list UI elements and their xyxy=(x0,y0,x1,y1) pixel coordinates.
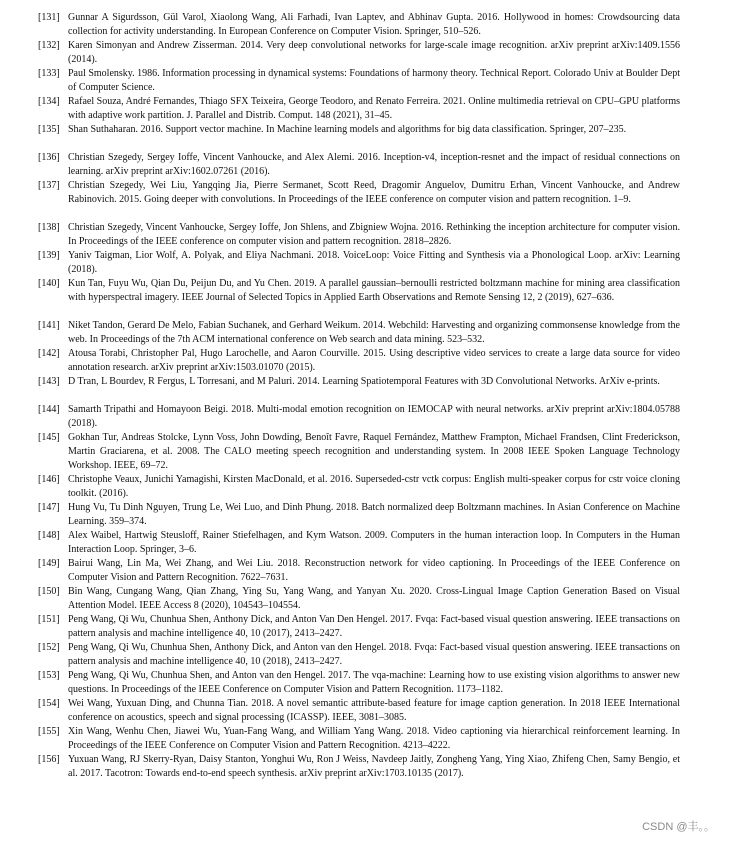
reference-text: Bin Wang, Cungang Wang, Qian Zhang, Ying Su, Yang Wang, and Yanyan Xu. 2020. Cross-Lingual Image Caption Generation Based on Visual Attention Model. IEEE Access 8 (2020), 104543–104554. xyxy=(68,586,680,611)
reference-entry xyxy=(38,95,680,123)
reference-entry xyxy=(38,557,680,585)
reference-number: [132] xyxy=(38,40,60,51)
reference-text: Christian Szegedy, Vincent Vanhoucke, Sergey Ioffe, Jon Shlens, and Zbigniew Wojna. 2016. Rethinking the inception architecture for computer vision. In Proceedings of the IEEE conference on computer vision and pattern recognition. 2818–2826. xyxy=(68,222,680,247)
reference-text: Peng Wang, Qi Wu, Chunhua Shen, Anthony Dick, and Anton Van Den Hengel. 2017. Fvqa: Fact-based visual question answering. IEEE transactions on pattern analysis and machine intelligence 40, 10 (2017), 2413–2427. xyxy=(68,614,680,639)
reference-text: Hung Vu, Tu Dinh Nguyen, Trung Le, Wei Luo, and Dinh Phung. 2018. Batch normalized deep Boltzmann machines. In Asian Conference on Machine Learning. 359–374. xyxy=(68,502,680,527)
reference-text: Samarth Tripathi and Homayoon Beigi. 2018. Multi-modal emotion recognition on IEMOCAP with neural networks. arXiv preprint arXiv:1804.05788 (2018). xyxy=(68,404,680,429)
reference-entry xyxy=(38,249,680,277)
reference-text: Peng Wang, Qi Wu, Chunhua Shen, Anthony Dick, and Anton van den Hengel. 2018. Fvqa: Fact-based visual question answering. IEEE transactions on pattern analysis and machine intelligence 40, 10 (2018), 2413–2427. xyxy=(68,642,680,667)
reference-number: [149] xyxy=(38,558,60,569)
reference-number: [156] xyxy=(38,754,60,765)
reference-text: Alex Waibel, Hartwig Steusloff, Rainer Stiefelhagen, and Kym Watson. 2009. Computers in the human interaction loop. In Computers in the Human Interaction Loop. Springer, 3–6. xyxy=(68,530,680,555)
reference-entry xyxy=(38,347,680,375)
reference-number: [155] xyxy=(38,726,60,737)
reference-text: Atousa Torabi, Christopher Pal, Hugo Larochelle, and Aaron Courville. 2015. Using descriptive video services to create a large data source for video annotation research. arXiv preprint arXiv:1503.01070 (2015). xyxy=(68,348,680,373)
reference-number: [148] xyxy=(38,530,60,541)
reference-number: [131] xyxy=(38,12,60,23)
reference-number: [133] xyxy=(38,68,60,79)
reference-entry xyxy=(38,39,680,67)
reference-entry xyxy=(38,529,680,557)
reference-entry xyxy=(38,277,680,319)
reference-text: Shan Suthaharan. 2016. Support vector machine. In Machine learning models and algorithms for big data classification. Springer, 207–235. xyxy=(68,124,627,135)
reference-entry xyxy=(38,179,680,221)
reference-text: Karen Simonyan and Andrew Zisserman. 2014. Very deep convolutional networks for large-scale image recognition. arXiv preprint arXiv:1409.1556 (2014). xyxy=(68,40,680,65)
reference-number: [141] xyxy=(38,320,60,331)
reference-text: Rafael Souza, André Fernandes, Thiago SFX Teixeira, George Teodoro, and Renato Ferreira. 2021. Online multimedia retrieval on CPU–GPU platforms with adaptive work partition. J. Parallel and Distrib. Comput. 148 (2021), 31–45. xyxy=(68,96,680,121)
reference-number: [152] xyxy=(38,642,60,653)
reference-number: [153] xyxy=(38,670,60,681)
watermark: CSDN @丰。。 xyxy=(642,821,715,833)
reference-number: [146] xyxy=(38,474,60,485)
reference-entry xyxy=(38,641,680,669)
reference-entry xyxy=(38,501,680,529)
reference-entry xyxy=(38,151,680,179)
reference-number: [139] xyxy=(38,250,60,261)
reference-text: Yaniv Taigman, Lior Wolf, A. Polyak, and Eliya Nachmani. 2018. VoiceLoop: Voice Fitting and Synthesis via a Phonological Loop. arXiv: Learning (2018). xyxy=(68,250,680,275)
reference-entry xyxy=(38,473,680,501)
reference-number: [147] xyxy=(38,502,60,513)
reference-list xyxy=(38,11,680,781)
reference-text: Peng Wang, Qi Wu, Chunhua Shen, and Anton van den Hengel. 2017. The vqa-machine: Learning how to use existing vision algorithms to answer new questions. In Proceedings of the IEEE Conference on Computer Vision and Pattern Recognition. 1173–1182. xyxy=(68,670,680,695)
reference-number: [154] xyxy=(38,698,60,709)
reference-text: Xin Wang, Wenhu Chen, Jiawei Wu, Yuan-Fang Wang, and William Yang Wang. 2018. Video captioning via hierarchical reinforcement learning. In Proceedings of the IEEE Conference on Computer Vision and Pattern Recognition. 4213–4222. xyxy=(68,726,680,751)
reference-entry xyxy=(38,431,680,473)
reference-entry xyxy=(38,221,680,249)
reference-number: [143] xyxy=(38,376,60,387)
reference-entry xyxy=(38,725,680,753)
reference-number: [135] xyxy=(38,124,60,135)
reference-number: [142] xyxy=(38,348,60,359)
reference-number: [144] xyxy=(38,404,60,415)
reference-entry xyxy=(38,697,680,725)
reference-text: Gunnar A Sigurdsson, Gül Varol, Xiaolong Wang, Ali Farhadi, Ivan Laptev, and Abhinav Gupta. 2016. Hollywood in homes: Crowdsourcing data collection for activity understanding. In European Conference on Computer Vision. Springer, 510–526. xyxy=(68,12,680,37)
reference-entry xyxy=(38,753,680,781)
reference-text: Bairui Wang, Lin Ma, Wei Zhang, and Wei Liu. 2018. Reconstruction network for video captioning. In Proceedings of the IEEE Conference on Computer Vision and Pattern Recognition. 7622–7631. xyxy=(68,558,680,583)
reference-text: Christian Szegedy, Sergey Ioffe, Vincent Vanhoucke, and Alex Alemi. 2016. Inception-v4, inception-resnet and the impact of residual connections on learning. arXiv preprint arXiv:1602.07261 (2016). xyxy=(68,152,680,177)
reference-entry xyxy=(38,67,680,95)
reference-text: Paul Smolensky. 1986. Information processing in dynamical systems: Foundations of harmony theory. Technical Report. Colorado Univ at Boulder Dept of Computer Science. xyxy=(68,68,680,93)
reference-text: Christian Szegedy, Wei Liu, Yangqing Jia, Pierre Sermanet, Scott Reed, Dragomir Anguelov, Dumitru Erhan, Vincent Vanhoucke, and Andrew Rabinovich. 2015. Going deeper with convolutions. In Proceedings of the IEEE conference on computer vision and pattern recognition. 1–9. xyxy=(68,180,680,205)
reference-number: [137] xyxy=(38,180,60,191)
reference-number: [145] xyxy=(38,432,60,443)
reference-number: [136] xyxy=(38,152,60,163)
reference-number: [140] xyxy=(38,278,60,289)
reference-entry xyxy=(38,375,680,403)
reference-text: Christophe Veaux, Junichi Yamagishi, Kirsten MacDonald, et al. 2016. Superseded-cstr vctk corpus: English multi-speaker corpus for cstr voice cloning toolkit. (2016). xyxy=(68,474,680,499)
reference-text: D Tran, L Bourdev, R Fergus, L Torresani, and M Paluri. 2014. Learning Spatiotemporal Features with 3D Convolutional Networks. ArXiv e-prints. xyxy=(68,376,660,387)
reference-entry xyxy=(38,585,680,613)
reference-number: [150] xyxy=(38,586,60,597)
reference-text: Wei Wang, Yuxuan Ding, and Chunna Tian. 2018. A novel semantic attribute-based feature for image caption generation. In 2018 IEEE International conference on acoustics, speech and signal processing (ICASSP). IEEE, 3081–3085. xyxy=(68,698,680,723)
reference-entry xyxy=(38,123,680,151)
reference-number: [151] xyxy=(38,614,60,625)
reference-text: Yuxuan Wang, RJ Skerry-Ryan, Daisy Stanton, Yonghui Wu, Ron J Weiss, Navdeep Jaitly, Zongheng Yang, Ying Xiao, Zhifeng Chen, Samy Bengio, et al. 2017. Tacotron: Towards end-to-end speech synthesis. arXiv preprint arXiv:1703.10135 (2017). xyxy=(68,754,680,779)
reference-number: [138] xyxy=(38,222,60,233)
reference-text: Kun Tan, Fuyu Wu, Qian Du, Peijun Du, and Yu Chen. 2019. A parallel gaussian–bernoulli restricted boltzmann machine for mining area classification with hyperspectral imagery. IEEE Journal of Selected Topics in Applied Earth Observations and Remote Sensing 12, 2 (2019), 627–636. xyxy=(68,278,680,303)
reference-entry xyxy=(38,319,680,347)
reference-entry xyxy=(38,403,680,431)
reference-text: Niket Tandon, Gerard De Melo, Fabian Suchanek, and Gerhard Weikum. 2014. Webchild: Harvesting and organizing commonsense knowledge from the web. In Proceedings of the 7th ACM international conference on Web search and data mining. 523–532. xyxy=(68,320,680,345)
reference-number: [134] xyxy=(38,96,60,107)
reference-entry xyxy=(38,613,680,641)
reference-entry xyxy=(38,11,680,39)
reference-entry xyxy=(38,669,680,697)
reference-text: Gokhan Tur, Andreas Stolcke, Lynn Voss, John Dowding, Benoît Favre, Raquel Fernández, Matthew Frampton, Michael Frandsen, Clint Frederickson, Martin Graciarena, et al. 2008. The CALO meeting speech recognition and understanding system. In 2008 IEEE Spoken Language Technology Workshop. IEEE, 69–72. xyxy=(68,432,680,471)
